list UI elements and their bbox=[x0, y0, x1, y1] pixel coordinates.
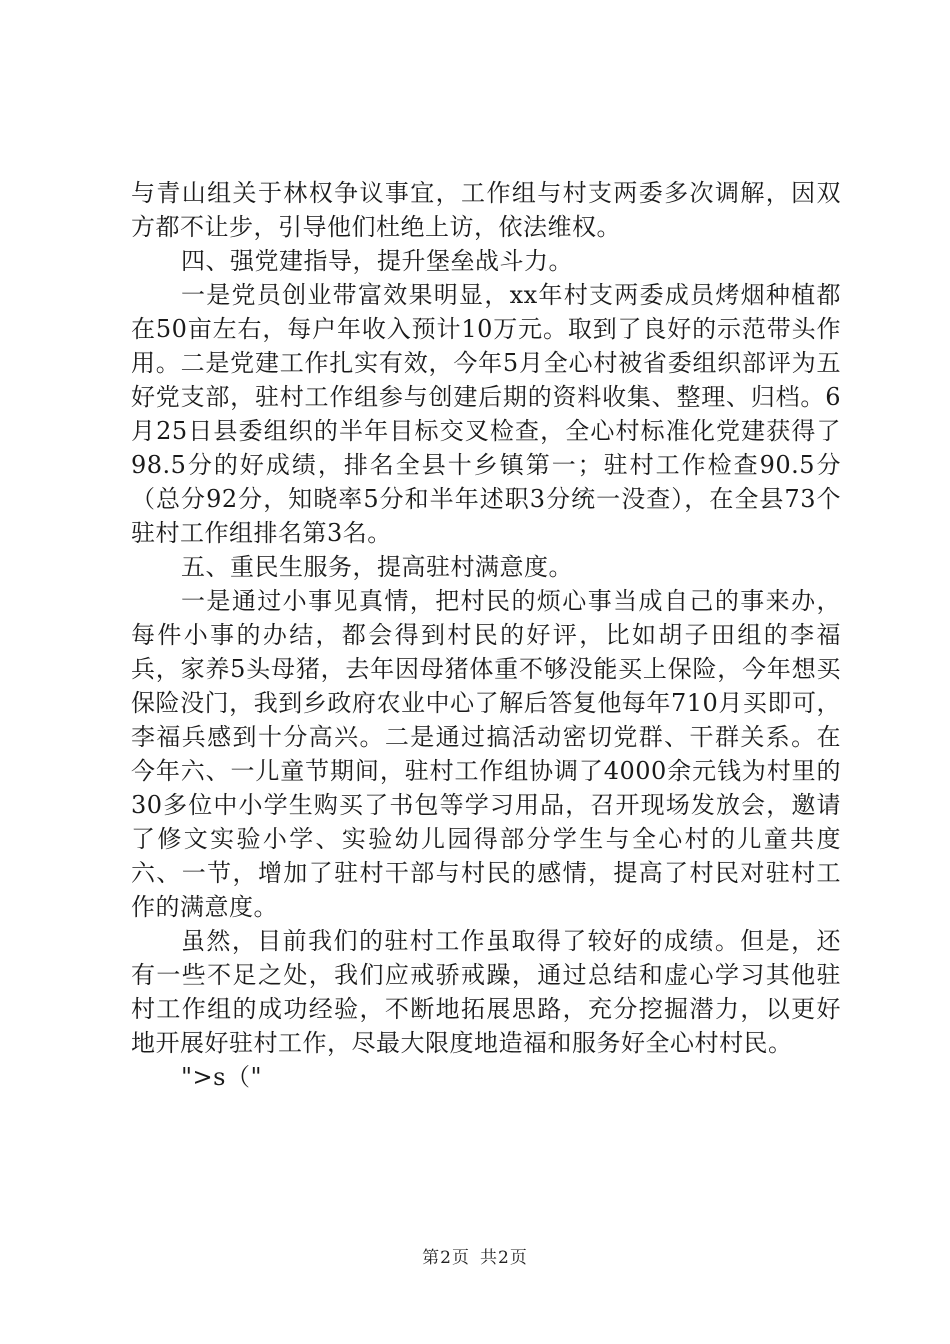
paragraph-stray-chars: ">s（" bbox=[181, 1063, 263, 1091]
paragraph-party-building: 一是党员创业带富效果明显，xx年村支两委成员烤烟种植都在50亩左右，每户年收入预计10万元。取到了良好的示范带头作用。二是党建工作扎实有效，今年5月全心村被省委组织部评为五好党支部，驻村工作组参与创建后期的资料收集、整理、归档。6月25日县委组织的半年目标交叉检查，全心村标准化党建获得了98.5分的好成绩，排名全县十乡镇第一；驻村工作检查90.5分（总分92分，知晓率5分和半年述职3分统一没查），在全县73个驻村工作组排名第3名。 bbox=[131, 281, 841, 547]
paragraph-continuation: 与青山组关于林权争议事宜，工作组与村支两委多次调解，因双方都不让步，引导他们杜绝上访，依法维权。 bbox=[131, 179, 841, 241]
page-number-total: 共2页 bbox=[480, 1248, 528, 1268]
paragraph-conclusion: 虽然，目前我们的驻村工作虽取得了较好的成绩。但是，还有一些不足之处，我们应戒骄戒躁，通过总结和虚心学习其他驻村工作组的成功经验，不断地拓展思路，充分挖掘潜力，以更好地开展好驻村工作，尽最大限度地造福和服务好全心村村民。 bbox=[131, 927, 841, 1057]
page-number-current: 第2页 bbox=[422, 1248, 470, 1268]
document-body bbox=[131, 176, 841, 1094]
section-heading-4: 四、强党建指导，提升堡垒战斗力。 bbox=[181, 247, 573, 275]
page-footer bbox=[0, 1243, 950, 1268]
paragraph-livelihood: 一是通过小事见真情，把村民的烦心事当成自己的事来办，每件小事的办结，都会得到村民的好评，比如胡子田组的李福兵，家养5头母猪，去年因母猪体重不够没能买上保险，今年想买保险没门，我到乡政府农业中心了解后答复他每年710月买即可，李福兵感到十分高兴。二是通过搞活动密切党群、干群关系。在今年六、一儿童节期间，驻村工作组协调了4000余元钱为村里的30多位中小学生购买了书包等学习用品，召开现场发放会，邀请了修文实验小学、实验幼儿园得部分学生与全心村的儿童共度六、一节，增加了驻村干部与村民的感情，提高了村民对驻村工作的满意度。 bbox=[131, 587, 841, 921]
section-heading-5: 五、重民生服务，提高驻村满意度。 bbox=[181, 553, 573, 581]
